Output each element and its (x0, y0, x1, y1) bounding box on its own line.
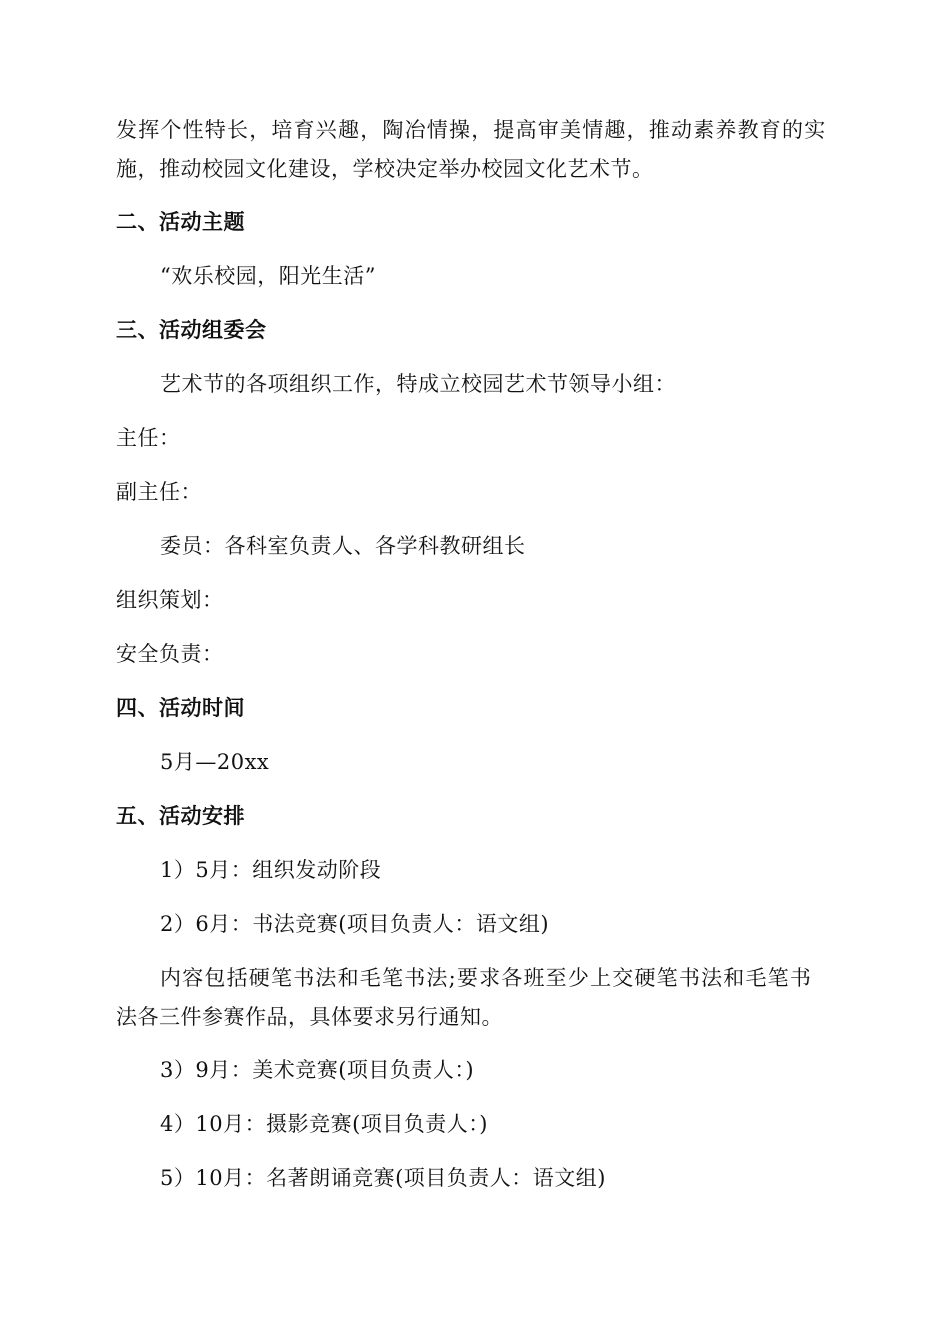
activity-theme: “欢乐校园，阳光生活” (160, 264, 376, 288)
intro-line-1: 发挥个性特长，培育兴趣，陶冶情操，提高审美情趣，推动素养教育的实 (116, 118, 827, 142)
schedule-item-1: 1）5月：组织发动阶段 (160, 858, 382, 882)
activity-time: 5月—20xx (160, 750, 270, 774)
committee-members: 委员：各科室负责人、各学科教研组长 (160, 534, 526, 558)
section-4-heading: 四、活动时间 (116, 695, 245, 720)
committee-intro: 艺术节的各项组织工作，特成立校园艺术节领导小组： (160, 372, 676, 396)
schedule-item-5: 5）10月：名著朗诵竞赛(项目负责人：语文组) (160, 1166, 606, 1190)
schedule-item-2-desc-line-2: 法各三件参赛作品，具体要求另行通知。 (116, 1005, 503, 1029)
section-5-heading: 五、活动安排 (116, 803, 245, 828)
intro-line-2: 施，推动校园文化建设，学校决定举办校园文化艺术节。 (116, 157, 654, 181)
committee-planning: 组织策划： (116, 588, 224, 612)
committee-vice-director: 副主任： (116, 480, 202, 504)
schedule-item-4: 4）10月：摄影竞赛(项目负责人：) (160, 1112, 488, 1136)
section-3-heading: 三、活动组委会 (116, 317, 267, 342)
committee-director: 主任： (116, 426, 181, 450)
schedule-item-2: 2）6月：书法竞赛(项目负责人：语文组) (160, 912, 550, 936)
schedule-item-2-desc-line-1: 内容包括硬笔书法和毛笔书法;要求各班至少上交硬笔书法和毛笔书 (160, 966, 813, 990)
committee-safety: 安全负责： (116, 642, 224, 666)
section-2-heading: 二、活动主题 (116, 209, 245, 234)
schedule-item-3: 3）9月：美术竞赛(项目负责人：) (160, 1058, 475, 1082)
